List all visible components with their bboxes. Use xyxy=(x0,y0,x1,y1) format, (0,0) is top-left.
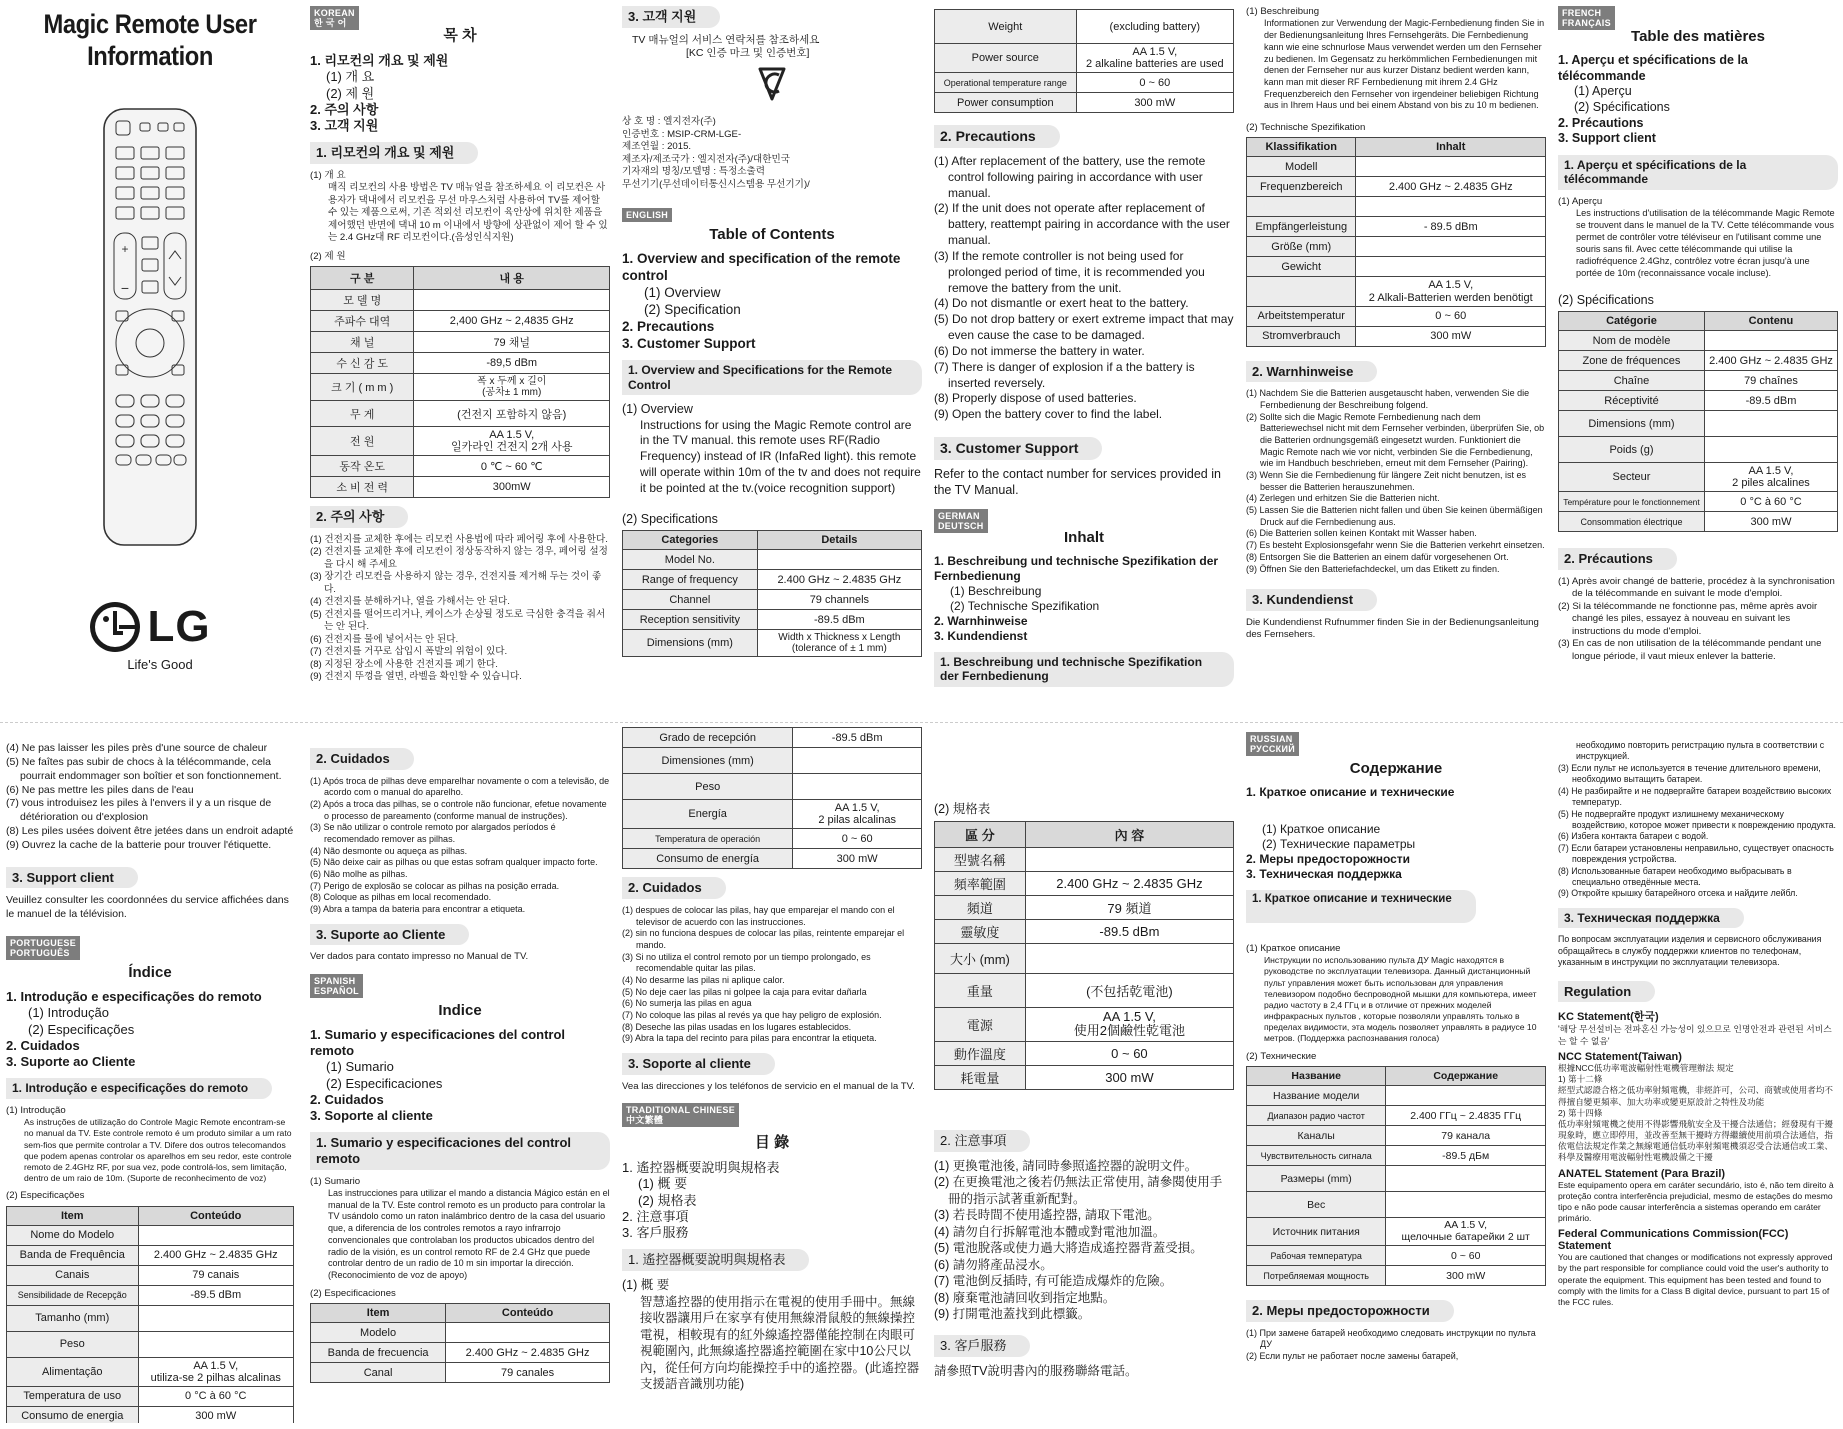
en-spec-table-part2: Weight (excluding battery) Power source AA 1.5 V, 2 alkaline batteries are used Operational temperature range 0 ~ 60 Power consumption 300 mW xyxy=(934,9,1234,113)
kc-mark-icon xyxy=(622,67,922,106)
de-warning-4: (4) Zerlegen und erhitzen Sie die Batterien nicht. xyxy=(1246,493,1440,504)
ko-support-text: TV 매뉴얼의 서비스 연락처를 참조하세요 xyxy=(632,33,820,46)
magic-remote-icon xyxy=(102,107,198,547)
fr-toc-title: Table des matières xyxy=(1631,28,1765,45)
ko-spec-label: (2) 제 원 xyxy=(310,250,346,262)
zh-caution-4: (4) 請勿自行拆解電池本體或對電池加溫。 xyxy=(934,1224,1166,1239)
ko-info-line: 제조자/제조국가 : 엘지전자(주)/대한민국 xyxy=(622,153,790,165)
zh-spec-table: 區 分 內 容 型號名稱 頻率範圍 2.400 GHz ~ 2.4835 GHz 頻道 79 頻道 靈敏度 -89.5 dBm 大小 (mm) 重量 (不包括乾電池) 電源 AA 1.5 V, 使用2個鹼性乾電池 動作溫度 0 ~ 60 耗電量 300 mW xyxy=(934,821,1234,1091)
en-overview-text: Instructions for using the Magic Remote control are in the TV manual. this remote uses RF(Radio Frequency) instead of IR (InfaRed light). this remote will operate within 10m of the tv and does not require it be pointed at the tv.(voice recognition support) xyxy=(640,417,921,495)
ru-section-2-heading: 2. Меры предосторожности xyxy=(1246,1300,1454,1322)
kc-statement-title: KC Statement(한국) xyxy=(1558,1011,1659,1024)
ru-caution-1: (1) При замене батарей необходимо следовать инструкции по пульта ДУ xyxy=(1246,1327,1536,1350)
de-language-badge: GERMAN DEUTSCH xyxy=(934,509,988,533)
ko-toc-title: 목 차 xyxy=(443,27,477,44)
de-spec-label: (2) Technische Spezifikation xyxy=(1246,121,1366,133)
zh-caution-1: (1) 更換電池後, 請同時參照遙控器的說明文件。 xyxy=(934,1158,1198,1173)
es-language-badge: SPANISH ESPAÑOL xyxy=(310,974,363,998)
en-precaution-2: (2) If the unit does not operate after replacement of battery, reattempt pairing in accordance with the user manual. xyxy=(934,201,1230,248)
en-toc-title: Table of Contents xyxy=(709,226,835,244)
ru-section-3-heading: 3. Техническая поддержка xyxy=(1558,908,1744,928)
pt-caution-4: (4) Não desmonte ou aqueça as pilhas. xyxy=(310,845,468,856)
english-section xyxy=(622,205,922,715)
ko-caution-4: (4) 건전지를 분해하거나, 열을 가해서는 안 된다. xyxy=(310,596,510,608)
russian-section-cont xyxy=(1558,740,1838,969)
de-warning-3: (3) Wenn Sie die Fernbedienung für längere Zeit nicht benutzen, ist es besser die Batterien herauszunehmen. xyxy=(1246,470,1526,492)
zh-support-text: 請參照TV說明書內的服務聯絡電話。 xyxy=(934,1363,1138,1378)
es-overview-label: (1) Sumario xyxy=(310,1175,361,1187)
fr-caution-8: (8) Les piles usées doivent être jetées dans un endroit adapté xyxy=(6,825,294,838)
document-title: Magic Remote User Information xyxy=(43,9,257,72)
fr-caution-7: (7) vous introduisez les piles à l'envers il y a un risque de détérioration ou d'explosion xyxy=(6,797,272,824)
pt-section-1-heading: 1. Introdução e especificações do remoto xyxy=(6,1078,272,1098)
fr-caution-5: (5) Ne faîtes pas subir de chocs à la télécommande, cela pourrait endommager son boîtier et son fonctionnement. xyxy=(6,755,282,782)
korean-section-cont xyxy=(622,6,922,191)
de-warning-8: (8) Entsorgen Sie die Batterien an einem dafür vorgesehenen Ort. xyxy=(1246,551,1509,562)
svg-text:−: − xyxy=(120,279,130,296)
ko-caution-3: (3) 장기간 리모컨을 사용하지 않는 경우, 건전지를 제거해 두는 것이 좋다. xyxy=(310,571,602,595)
ko-section-3-heading: 3. 고객 지원 xyxy=(622,6,720,28)
de-overview-text: Informationen zur Verwendung der Magic-Fernbedienung finden Sie in der Bedienungsanleitung Ihres Fernsehgeräts. Die Fernbedienung kann wie eine schnurlose Maus verwendet werden um den Fernseher zu bedienen. Im Gegensatz zu herkömmlichen Fernbedienungen mit denen der Fernseher nur aus kurzer Distanz bedient werden kann, kann man mit dieser RF Fernbedienung mit ihrem 2.4 GHz Frequenzbereich den Fernseher von irgendeiner beliebigen Richtung aus in Ihrem Haus und bei einem Abstand von bis zu 10 m bedienen. xyxy=(1264,18,1545,111)
pt-overview-text: As instruções de utilização do Controle Magic Remote encontram-se no manual da TV. Este controle remoto é um produto similar a um rato sem-fios que permite controlar a TV. Difere dos outros telecomandos que podem apenas controlar os aparelhos em seu redor, este controle remoto de 2.4GHz RF, por sua vez, pode controlá-los, sem limitação, dentro de um raio de 10m. (Suporte de reconhecimento de voz) xyxy=(24,1117,292,1184)
ko-section-2-heading: 2. 주의 사항 xyxy=(310,506,408,528)
fr-caution-9: (9) Ouvrez la cache de la batterie pour trouver l'étiquette. xyxy=(6,839,272,852)
de-overview-label: (1) Beschreibung xyxy=(1246,6,1320,17)
en-support-text: Refer to the contact number for services provided in the TV Manual. xyxy=(934,466,1221,498)
pt-caution-5: (5) Não deixe cair as pilhas ou que estas sofram qualquer impacto forte. xyxy=(310,857,598,868)
pt-caution-6: (6) Não molhe as pilhas. xyxy=(310,869,408,880)
pt-toc: 1. Introdução e especificações do remoto (1) Introdução (2) Especificações 2. Cuidados 3. Suporte ao Cliente xyxy=(6,989,262,1070)
zh-section-2-heading: 2. 注意事項 xyxy=(934,1130,1030,1152)
en-spec-table-part1: Categories Details Model No. Range of frequency 2.400 GHz ~ 2.4835 GHz Channel 79 channels Reception sensitivity -89.5 dBm Dimensions (mm) Width x Thickness x Length (tolerance of ± 1 mm) xyxy=(622,530,922,657)
zh-caution-9: (9) 打開電池蓋找到此標籤。 xyxy=(934,1307,1091,1322)
zh-spec-label: (2) 規格表 xyxy=(934,802,991,816)
fr-caution-3: (3) En cas de non utilisation de la télécommande pendant une longue période, il vaut mieux enlever la batterie. xyxy=(1558,638,1822,662)
ko-info-line: 상 호 명 : 엘지전자(주) xyxy=(622,116,716,128)
en-spec-label: (2) Specifications xyxy=(622,511,718,526)
ncc-statement-text: 根據NCC低功率電波輻射性電機管理辦法 規定 1) 第十二條 經型式認證合格之低功率射頻電機，非經許可，公司、商號或使用者均不得擅自變更頻率、加大功率或變更原設計之特性及功能 2) 第十四條 低功率射頻電機之使用不得影響飛航安全及干擾合法通信；經發現有干擾現象時，應立即停用，並改善至無干擾時方得繼續使用前項合法通信，指依電信法規定作業之無線電通信低功率射頻電機須忍受合法通信或工業、科學及醫療用電波輻射性電機設備之干擾 xyxy=(1558,1063,1834,1163)
ru-section-1-heading: 1. Краткое описание и технические xyxy=(1246,890,1476,923)
ko-caution-9: (9) 건전지 뚜껑을 열면, 라벨을 확인할 수 있습니다. xyxy=(310,671,522,683)
column-1 xyxy=(6,6,294,1423)
fr-caution-2: (2) Si la télécommande ne fonctionne pas, même après avoir changé les piles, essayez à nouveau en suivant les instructions du mode d'emploi. xyxy=(1558,600,1818,637)
pt-language-badge: PORTUGUESE PORTUGUÊS xyxy=(6,936,80,960)
ru-caution-2-cont: необходимо повторить регистрацию пульта в соответствии с инструкцией. xyxy=(1576,740,1825,762)
french-precautions-cont xyxy=(6,742,294,922)
en-precaution-3: (3) If the remote controller is not being used for prolonged period of time, it is recommended you remove the battery from the unit. xyxy=(934,248,1205,295)
pt-toc-title: Índice xyxy=(128,964,172,982)
regulation-heading: Regulation xyxy=(1558,981,1655,1003)
ko-info-line: 인증번호 : MSIP-CRM-LGE- xyxy=(622,128,742,140)
pt-spec-table: Item Conteúdo Nome do Modelo Banda de Frequência 2.400 GHz ~ 2.4835 GHz Canais 79 canais Sensibilidade de Recepção -89.5 dBm Tamanho (mm) Peso Alimentação AA 1.5 V, utiliza-se 2 pilhas alcalinas Temperatura de uso 0 °C à 60 °C Consumo de energia 300 mW xyxy=(6,1206,294,1423)
es-spec-label: (2) Especificaciones xyxy=(310,1287,396,1299)
zh-section-1-heading: 1. 遙控器概要說明與規格表 xyxy=(622,1249,809,1271)
de-warning-1: (1) Nachdem Sie die Batterien ausgetauscht haben, verwenden Sie die Fernbedienung der Beschreibung folgend. xyxy=(1246,388,1530,410)
pt-caution-9: (9) Abra a tampa da bateria para encontrar a etiqueta. xyxy=(310,904,526,915)
zh-section-3-heading: 3. 客戶服務 xyxy=(934,1335,1030,1357)
es-caution-2: (2) sin no funciona despues de colocar las pilas, reintente emparejar el mando. xyxy=(622,928,905,950)
en-precaution-7: (7) There is danger of explosion if a the battery is inserted reversely. xyxy=(934,359,1195,390)
lg-face-icon xyxy=(89,601,141,653)
es-overview-text: Las instrucciones para utilizar el mando a distancia Mágico están en el manual de la TV. Este control remoto es un producto para controlar la TV usándolo como un raton inalámbrico dentro de la casa del usuario que, a diferencia de los controles remotos a rayo infrarrojo convencionales que controlaban los productos ubicados dentro del radio de la visión, es un control remoto RF de 2.4 GHz que puede controlar dentro de un radio de 10 m sin importar la dirección. (Reconocimiento de voz de apoyo) xyxy=(328,1188,610,1280)
es-spec-table-part1: Item Conteúdo Modelo Banda de frecuencia 2.400 GHz ~ 2.4835 GHz Canal 79 canales xyxy=(310,1303,610,1383)
en-precaution-9: (9) Open the battery cover to find the label. xyxy=(934,407,1163,422)
de-warning-9: (9) Öffnen Sie den Batteriefachdeckel, um das Etikett zu finden. xyxy=(1246,563,1500,574)
de-warning-6: (6) Die Batterien sollen keinen Kontakt mit Wasser haben. xyxy=(1246,528,1477,539)
de-toc-title: Inhalt xyxy=(1064,528,1104,546)
ko-language-badge: KOREAN 한 국 어 xyxy=(310,6,359,30)
remote-illustration xyxy=(6,107,294,547)
de-warning-7: (7) Es besteht Explosionsgefahr wenn Sie die Batterien verkehrt einsetzen. xyxy=(1246,540,1545,551)
es-caution-6: (6) No sumerja las pilas en agua xyxy=(622,998,752,1009)
english-section-cont xyxy=(934,9,1234,725)
fr-spec-label: (2) Spécifications xyxy=(1558,292,1654,307)
ru-overview-text: Инструкции по использованию пульта ДУ Magic находятся в руководстве по эксплуатации телевизора. Данный дистанционный пульт управления может быть использован для управления телевизором подобно беспроводной мышки для компьютера, имеет радио частоту в 2,4 ГГц и в отличие от прежних моделей инфракрасных пультов , которые позволяли управлять только в пределах видимости, эта модель позволяет управлять в радиусе 10 метров. (Поддержка распознавания голоса) xyxy=(1264,955,1537,1044)
pt-caution-3: (3) Se não utilizar o controle remoto por alargados períodos é recomendado remover as pilhas. xyxy=(310,822,556,845)
column-2 xyxy=(310,6,610,1423)
pt-caution-7: (7) Perigo de explosão se colocar as pilhas na posição errada. xyxy=(310,880,560,891)
ko-caution-8: (8) 지정된 장소에 사용한 건전지를 폐기 한다. xyxy=(310,658,498,670)
svg-text:+: + xyxy=(121,241,129,256)
ko-spec-table: 구 분 내 용 모 델 명 주파수 대역 2,400 GHz ~ 2,4835 GHz 채 널 79 채널 수 신 감 도 -89,5 dBm 크 기 ( m m ) 폭 x 두께 x 길이 (공차± 1 mm) 무 게 (건전지 포함하지 않음) 전 원 AA 1.5 V, 일카라인 건전지 2개 사용 동작 온도 0 ℃ ~ 60 ℃ 소 비 전 력 300mW xyxy=(310,266,610,498)
ncc-statement-title: NCC Statement(Taiwan) xyxy=(1558,1051,1682,1063)
es-caution-3: (3) Si no utiliza el control remoto por un tiempo prolongado, es recomendable quitar las pilas. xyxy=(622,951,871,974)
brand-tagline: Life's Good xyxy=(127,656,193,672)
pt-support-text: Ver dados para contato impresso no Manual de TV. xyxy=(310,951,529,963)
en-precaution-1: (1) After replacement of the battery, use the remote control following pairing in accordance with user manual. xyxy=(934,153,1206,200)
en-section-2-heading: 2. Precautions xyxy=(934,125,1060,148)
pt-overview-label: (1) Introdução xyxy=(6,1104,66,1116)
es-section-3-heading: 3. Soporte al cliente xyxy=(622,1053,775,1075)
zh-caution-7: (7) 電池倒反插時, 有可能造成爆炸的危險。 xyxy=(934,1274,1173,1289)
anatel-statement-title: ANATEL Statement (Para Brazil) xyxy=(1558,1167,1726,1180)
fr-overview-text: Les instructions d'utilisation de la télécommande Magic Remote se trouvent dans le manuel de la TV. Cette télécommande vous permet de contrôler votre téléviseur en l'utilisant comme une souris sans fil. Avec cette télécommande qui utilise la radiofréquence 2.4Ghz, contrôlez votre écran jusqu'à une portée de 10m (reconnaissance vocale incluse). xyxy=(1576,208,1835,278)
es-caution-1: (1) despues de colocar las pilas, hay que emparejar el mando con el televisor de acuerdo con las instrucciones. xyxy=(622,904,895,927)
fr-section-2-heading: 2. Précautions xyxy=(1558,548,1677,570)
german-section-cont xyxy=(1246,6,1546,722)
pt-caution-2: (2) Após a troca das pilhas, se o controle não funcionar, efetue novamente o processo de pareamento (conforme manual de instruções). xyxy=(310,798,607,821)
en-language-badge: ENGLISH xyxy=(622,208,672,222)
en-overview-label: (1) Overview xyxy=(622,402,693,417)
russian-section xyxy=(1246,732,1546,1363)
portuguese-section-cont xyxy=(310,740,610,964)
cover-section xyxy=(6,8,294,724)
column-5 xyxy=(1246,6,1546,1423)
es-caution-4: (4) No desarme las pilas ni aplique calor. xyxy=(622,975,785,986)
es-support-text: Vea las direcciones y los teléfonos de servicio en el manual de la TV. xyxy=(622,1080,915,1092)
es-caution-7: (7) No coloque las pilas al revés ya que hay peligro de explosión. xyxy=(622,1010,882,1021)
es-toc-title: Indice xyxy=(438,1001,482,1019)
column-4 xyxy=(934,6,1234,1423)
de-toc: 1. Beschreibung und technische Spezifikation der Fernbedienung (1) Beschreibung (2) Technische Spezifikation 2. Warnhinweise 3. Kundendienst xyxy=(934,553,1219,643)
fr-spec-table: Catégorie Contenu Nom de modèle Zone de fréquences 2.400 GHz ~ 2.4835 GHz Chaîne 79 chaînes Réceptivité -89.5 dBm Dimensions (mm) Poids (g) Secteur AA 1.5 V, 2 piles alcalines Température pour le fonctionnement 0 °C à 60 °C Consommation électrique 300 mW xyxy=(1558,311,1838,532)
chinese-section xyxy=(622,1103,922,1392)
ru-caution-3: (3) Если пульт не используется в течение длительного времени, необходимо вытащить батареи. xyxy=(1558,762,1821,785)
ko-caution-1: (1) 건전지를 교체한 후에는 리모컨 사용법에 따라 페어링 후에 사용한다. xyxy=(310,533,608,545)
ru-spec-label: (2) Технические xyxy=(1246,1050,1317,1062)
regulation-section xyxy=(1558,973,1838,1309)
en-precaution-5: (5) Do not drop battery or exert extreme impact that may even cause the case to be damaged. xyxy=(934,312,1234,343)
spanish-section xyxy=(310,974,610,1383)
chinese-section-cont xyxy=(934,801,1234,1379)
pt-section-2-heading: 2. Cuidados xyxy=(310,748,414,770)
korean-section xyxy=(310,6,610,722)
fr-language-badge: FRENCH FRANÇAIS xyxy=(1558,6,1615,30)
fr-section-3-heading: 3. Support client xyxy=(6,867,138,889)
fr-caution-1: (1) Après avoir changé de batterie, procédez à la synchronisation de la télécommande en suivant le mode d'emploi. xyxy=(1558,576,1835,600)
ru-caution-8: (8) Использованные батареи необходимо выбрасывать в специально отведённые места. xyxy=(1558,865,1792,888)
ko-caution-5: (5) 건전지를 떨어뜨리거나, 케이스가 손상될 정도로 극심한 충격을 줘서는 안 된다. xyxy=(310,608,606,633)
ru-overview-label: (1) Краткое описание xyxy=(1246,942,1341,954)
es-section-2-heading: 2. Cuidados xyxy=(622,877,726,899)
zh-toc-title: 目 錄 xyxy=(754,1134,790,1152)
zh-caution-5: (5) 電池脫落或使力過大將造成遙控器背蓋受損。 xyxy=(934,1241,1203,1256)
ko-info-line: 무선기기(무선데이터통신시스템용 무선기기)/ xyxy=(622,178,810,190)
en-precaution-4: (4) Do not dismantle or exert heat to the battery. xyxy=(934,296,1189,311)
zh-language-badge: TRADITIONAL CHINESE 中文繁體 xyxy=(622,1103,739,1127)
ru-spec-table: Название Содержание Название модели Диапазон радио частот 2.400 ГГц ~ 2.4835 ГГц Каналы 79 канала Чувствительность сигнала -89.5 дБм Размеры (mm) Вес Источник питания AA 1.5 V, щелочные батарейки 2 шт Рабочая температура 0 ~ 60 Потребляемая мощность 300 mW xyxy=(1246,1066,1546,1286)
ko-info-line: 제조연월 : 2015. xyxy=(622,141,692,153)
pt-caution-1: (1) Após troca de pilhas deve emparelhar novamente o com a televisão, de acordo com o manual do aparelho. xyxy=(310,775,610,798)
ru-caution-9: (9) Откройте крышку батарейного отсека и найдите лейбл. xyxy=(1558,888,1798,899)
pt-section-3-heading: 3. Suporte ao Cliente xyxy=(310,924,469,946)
column-6 xyxy=(1558,6,1838,1423)
en-toc: 1. Overview and specification of the remote control (1) Overview (2) Specification 2. Precautions 3. Customer Support xyxy=(622,251,901,351)
anatel-statement-text: Este equipamento opera em caráter secundário, isto é, não tem direito à proteção contra interferência prejudicial, mesmo de estações do mesmo tipo e não pode causar interferência a sistemas operando em caráter primário. xyxy=(1558,1179,1834,1224)
ru-caution-7: (7) Если батареи установлены неправильно, существует опасность повреждения устройства. xyxy=(1558,842,1834,865)
pt-spec-label: (2) Especificações xyxy=(6,1190,85,1202)
en-section-3-heading: 3. Customer Support xyxy=(934,437,1102,460)
zh-caution-8: (8) 廢棄電池請回收到指定地點。 xyxy=(934,1290,1116,1305)
lg-logo xyxy=(6,601,294,653)
de-warning-2: (2) Sollte sich die Magic Remote Fernbedienung nach dem Batteriewechsel nicht mit dem Fernseher verbinden, überprüfen Sie, ob die Batterien ordnungsgemäß eingesetzt wurden. Funktioniert die Magic Remote nach wie vor nicht, verbinden Sie die Fernbedienung, wie im Handbuch beschrieben, erneut mit dem Fernseher (Pairing). xyxy=(1246,411,1545,469)
es-toc: 1. Sumario y especificaciones del control remoto (1) Sumario (2) Especificaciones 2. Cuidados 3. Soporte al cliente xyxy=(310,1026,566,1124)
kc-statement-text: '해당 무선설비는 전파혼신 가능성이 있으므로 인명안전과 관련된 서비스는 할 수 없음' xyxy=(1558,1024,1832,1046)
french-section xyxy=(1558,6,1838,722)
ko-info-line: 기자재의 명칭/모델명 : 특정소출력 xyxy=(622,166,766,178)
ko-overview-label: (1) 개 요 xyxy=(310,169,346,181)
ru-toc: 1. Краткое описание и технические (1) Краткое описание (2) Технические параметры 2. Меры предосторожности 3. Техническая поддержка xyxy=(1246,785,1455,881)
fr-support-text: Veuillez consulter les coordonnées du service affichées dans le manuel de la télévision. xyxy=(6,894,289,921)
es-caution-8: (8) Deseche las pilas usadas en los lugares establecidos. xyxy=(622,1021,852,1032)
en-precaution-6: (6) Do not immerse the battery in water. xyxy=(934,343,1145,358)
es-spec-table-part2: Grado de recepción -89.5 dBm Dimensiones (mm) Peso Energía AA 1.5 V, 2 pilas alcalinas Temperatura de operación 0 ~ 60 Consumo de energía 300 mW xyxy=(622,727,922,869)
ru-caution-4: (4) Не разбирайте и не подвергайте батареи воздействию высоких температур. xyxy=(1558,785,1832,808)
fcc-statement-text: You are cautioned that changes or modifications not expressly approved by the part responsible for compliance could void the user's authority to operate the equipment. This equipment has been tested and found to comply with the limits for a Class B digital device, pursuant to part 15 of the FCC rules. xyxy=(1558,1252,1833,1307)
ko-kc-mark-label: [KC 인증 마크 및 인증번호] xyxy=(686,47,810,60)
zh-caution-3: (3) 若長時間不使用遙控器, 請取下電池。 xyxy=(934,1208,1160,1223)
zh-toc: 1. 遙控器概要說明與規格表 (1) 概 要 (2) 規格表 2. 注意事項 3. 客戶服務 xyxy=(622,1160,780,1241)
ru-toc-title: Содержание xyxy=(1349,760,1443,777)
ru-caution-5: (5) Не подвергайте продукт излишнему механическому воздействию, которое может привести к повреждению продукта. xyxy=(1558,808,1836,830)
ru-language-badge: RUSSIAN РУССКИЙ xyxy=(1246,732,1299,756)
ko-caution-2: (2) 건전지를 교체한 후에 리모컨이 정상동작하지 않는 경우, 페어링 설정을 다시 해 주세요 xyxy=(310,546,608,570)
es-section-1-heading: 1. Sumario y especificaciones del control remoto xyxy=(310,1132,610,1169)
zh-caution-6: (6) 請勿將產品浸水。 xyxy=(934,1257,1053,1272)
fr-caution-6: (6) Ne pas mettre les piles dans de l'eau xyxy=(6,783,194,796)
ko-section-1-heading: 1. 리모컨의 개요 및 제원 xyxy=(310,142,478,164)
fr-toc: 1. Aperçu et spécifications de la télécommande (1) Aperçu (2) Spécifications 2. Précautions 3. Support client xyxy=(1558,53,1748,146)
de-section-2-heading: 2. Warnhinweise xyxy=(1246,361,1377,383)
ko-caution-6: (6) 건전지를 물에 넣어서는 안 된다. xyxy=(310,633,459,645)
portuguese-section xyxy=(6,936,294,1423)
zh-caution-2: (2) 在更換電池之後若仍無法正常使用, 請參閱使用手冊的指示試著重新配對。 xyxy=(934,1175,1223,1206)
fr-section-1-heading: 1. Aperçu et spécifications de la télécommande xyxy=(1558,155,1838,190)
ko-caution-7: (7) 건전지를 거꾸로 삽입시 폭발의 위험이 있다. xyxy=(310,646,508,658)
zh-overview-text: 智慧遙控器的使用指示在電視的使用手冊中。無線接收器讓用戶在家享有使用無線滑鼠般的無線操控電視，相較現有的紅外線遙控器僅能控制在肉眼可視範圍內, 此無線遙控器遙控範圍在家中10公尺以內，從任何方向均能操控手中的遙控器。(此遙控器支援語音識別功能) xyxy=(640,1294,920,1392)
fr-overview-label: (1) Aperçu xyxy=(1558,195,1603,207)
ko-toc: 1. 리모컨의 개요 및 제원 (1) 개 요 (2) 제 원 2. 주의 사항 3. 고객 지원 xyxy=(310,53,449,133)
de-spec-table: Klassifikation Inhalt Modell Frequenzbereich 2.400 GHz ~ 2.4835 GHz Empfängerleistung - 89.5 dBm Größe (mm) Gewicht AA 1.5 V, 2 Alkali-Batterien werden benötigt Arbeitstemperatur 0 ~ 60 Stromverbrauch 300 mW xyxy=(1246,137,1546,346)
es-caution-9: (9) Abra la tapa del recinto para pilas para encontrar la etiqueta. xyxy=(622,1033,877,1044)
de-warning-5: (5) Lassen Sie die Batterien nicht fallen und üben Sie keinen übermäßigen Druck auf die Fernbedienung aus. xyxy=(1246,505,1543,527)
fcc-statement-title: Federal Communications Commission(FCC) Statement xyxy=(1558,1228,1789,1253)
spanish-section-cont xyxy=(622,727,922,1093)
zh-overview-label: (1) 概 要 xyxy=(622,1278,670,1293)
fr-caution-4: (4) Ne pas laisser les piles près d'une source de chaleur xyxy=(6,742,268,754)
en-section-1-heading: 1. Overview and Specifications for the Remote Control xyxy=(622,360,922,395)
ko-overview-text: 매직 리모컨의 사용 방법은 TV 매뉴얼을 참조하세요 이 리모컨은 사용자가 댁내에서 리모컨을 무선 마우스처럼 사용하여 TV를 제어할 수 있는 제품으로써, 기존 적외선 리모컨이 육안상에 위치한 제품을 제어했던 반면에 댁내 10 m 이내에서 방향에 상관없이 제어 할 수 있는 2.4 GHz대 RF 리모컨이다.(음성인식지원) xyxy=(328,182,608,244)
column-3 xyxy=(622,6,922,1423)
german-section xyxy=(934,509,1234,693)
de-section-3-heading: 3. Kundendienst xyxy=(1246,589,1377,611)
ru-caution-2: (2) Если пульт не работает после замены батарей, xyxy=(1246,1351,1459,1362)
ru-caution-6: (6) Избега контакта батареи с водой. xyxy=(1558,831,1709,842)
es-caution-5: (5) No deje caer las pilas ni golpee la caja para evitar dañarla xyxy=(622,986,867,997)
en-precaution-8: (8) Properly dispose of used batteries. xyxy=(934,391,1137,406)
ru-support-text: По вопросам эксплуатации изделия и сервисного обслуживания обращайтесь в службу поддержки клиентов по телефонам, указанным в инструкции по эксплуатации телевизора. xyxy=(1558,934,1822,968)
de-support-text: Die Kundendienst Rufnummer finden Sie in der Bedienungsanleitung des Fernsehers. xyxy=(1246,616,1539,641)
brand-wordmark: LG xyxy=(147,601,211,651)
pt-caution-8: (8) Coloque as pilhas em local recomendado. xyxy=(310,892,492,903)
de-section-1-heading: 1. Beschreibung und technische Spezifikation der Fernbedienung xyxy=(934,652,1234,687)
